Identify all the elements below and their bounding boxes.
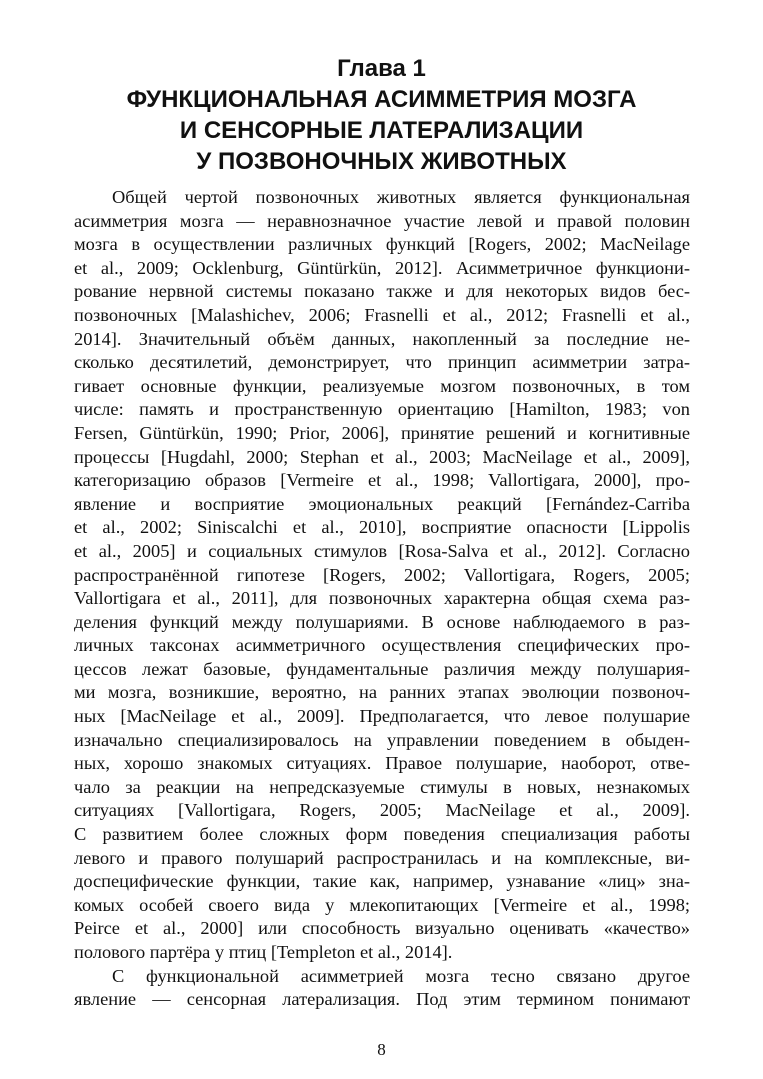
text-line: 2014]. Значительный объём данных, накопленный за последние не- (74, 328, 690, 349)
text-line: ных [MacNeilage et al., 2009]. Предполагается, что левое полушарие (74, 706, 690, 727)
text-line: Fersen, Güntürkün, 1990; Prior, 2006], принятие решений и когнитивные (74, 422, 690, 443)
chapter-heading (0, 53, 763, 177)
paragraph-2 (74, 965, 690, 1012)
text-line: Peirce et al., 2000] или способность визуально оценивать «качество» (74, 918, 690, 939)
text-line: процессы [Hugdahl, 2000; Stephan et al., 2003; MacNeilage et al., 2009], (74, 446, 690, 467)
body-text (74, 186, 690, 1012)
text-line: С функциональной асимметрией мозга тесно связано другое (112, 965, 690, 986)
text-line: et al., 2002; Siniscalchi et al., 2010], восприятие опасности [Lippolis (74, 517, 690, 538)
text-line: С развитием более сложных форм поведения специализация работы (74, 824, 690, 845)
text-line: сколько десятилетий, демонстрирует, что принцип асимметрии затра- (74, 352, 690, 373)
chapter-title-line-3: У ПОЗВОНОЧНЫХ ЖИВОТНЫХ (196, 148, 567, 175)
text-line: Vallortigara et al., 2011], для позвоночных характерна общая схема раз- (74, 588, 690, 609)
text-line: цессов лежат базовые, фундаментальные различия между полушария- (74, 658, 690, 679)
text-line: мозга в осуществлении различных функций [Rogers, 2002; MacNeilage (74, 234, 690, 255)
text-line: числе: память и пространственную ориентацию [Hamilton, 1983; von (74, 399, 690, 420)
text-line: позвоночных [Malashichev, 2006; Frasnelli et al., 2012; Frasnelli et al., (74, 304, 690, 325)
text-line: категоризацию образов [Vermeire et al., 1998; Vallortigara, 2000], про- (74, 470, 690, 491)
text-line: ми мозга, возникшие, вероятно, на ранних этапах эволюции позвоноч- (74, 682, 690, 703)
text-line: деления функций между полушариями. В основе наблюдаемого в раз- (74, 611, 690, 632)
text-line: чало за реакции на непредсказуемые стимулы в новых, незнакомых (74, 776, 690, 797)
paragraph-1 (74, 186, 690, 965)
page-number: 8 (377, 1040, 386, 1059)
text-line: асимметрия мозга — неравнозначное участие левой и правой половин (74, 210, 690, 231)
text-line: ных, хорошо знакомых ситуациях. Правое полушарие, наоборот, отве- (74, 753, 690, 774)
text-line: комых особей своего вида у млекопитающих [Vermeire et al., 1998; (74, 894, 690, 915)
text-line: личных таксонах асимметричного осуществления специфических про- (74, 635, 690, 656)
chapter-title-line-2: И СЕНСОРНЫЕ ЛАТЕРАЛИЗАЦИИ (179, 117, 584, 144)
text-line: доспецифические функции, такие как, например, узнавание «лиц» зна- (74, 871, 690, 892)
text-line: et al., 2009; Ocklenburg, Güntürkün, 2012]. Асимметричное функциони- (74, 257, 690, 278)
text-line: явление — сенсорная латерализация. Под этим термином понимают (74, 989, 690, 1010)
text-line: ситуациях [Vallortigara, Rogers, 2005; MacNeilage et al., 2009]. (74, 800, 690, 821)
text-line: Общей чертой позвоночных животных является функциональная (112, 187, 690, 207)
text-line: рование нервной системы показано также и для некоторых видов бес- (74, 281, 690, 302)
text-line: et al., 2005] и социальных стимулов [Rosa-Salva et al., 2012]. Согласно (74, 540, 690, 561)
text-line: изначально специализировалось на управлении поведением в обыден- (74, 729, 690, 750)
text-line: левого и правого полушарий распространилась и на комплексные, ви- (74, 847, 690, 868)
text-line: полового партёра у птиц [Templeton et al., 2014]. (74, 942, 453, 962)
chapter-label: Глава 1 (337, 55, 426, 82)
text-line: распространённой гипотезе [Rogers, 2002; Vallortigara, Rogers, 2005; (74, 564, 690, 585)
text-line: явление и восприятие эмоциональных реакций [Fernández-Carriba (74, 493, 690, 514)
chapter-title-line-1: ФУНКЦИОНАЛЬНАЯ АСИММЕТРИЯ МОЗГА (126, 86, 637, 113)
text-line: гивает основные функции, реализуемые мозгом позвоночных, в том (74, 375, 690, 396)
